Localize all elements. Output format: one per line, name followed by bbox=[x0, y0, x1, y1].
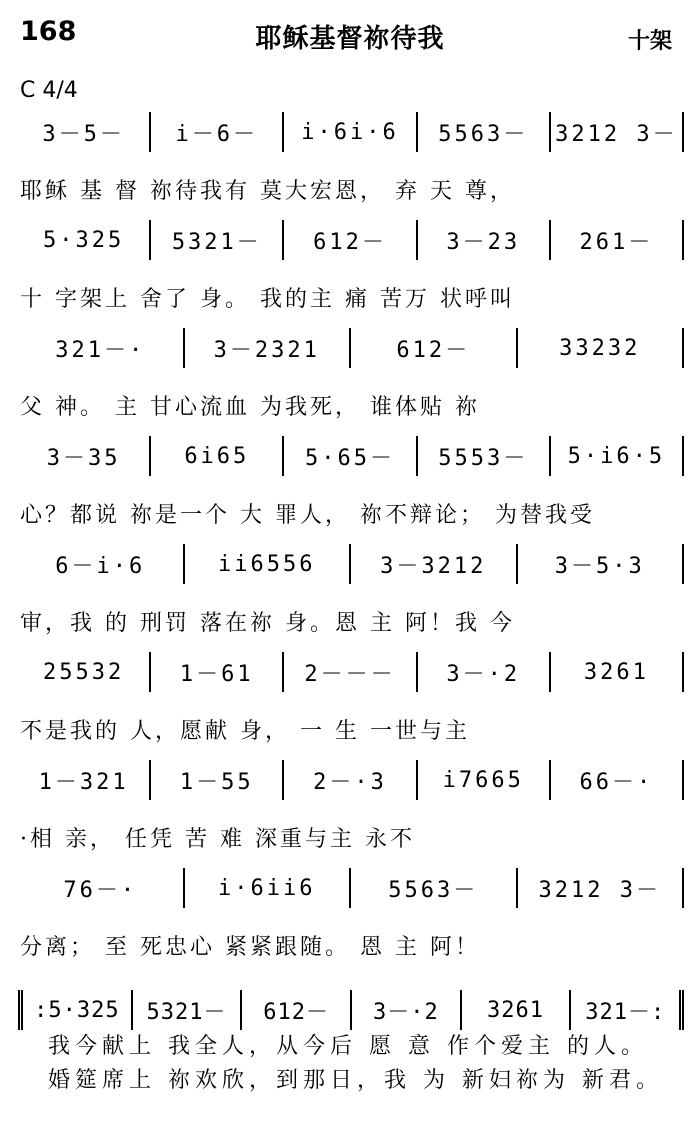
measure-row bbox=[18, 112, 684, 152]
measure bbox=[350, 990, 460, 1030]
measure bbox=[23, 990, 131, 1030]
measure bbox=[549, 220, 682, 260]
measure-notes: 3－·2 bbox=[446, 661, 521, 687]
measure bbox=[149, 760, 282, 800]
music-system bbox=[18, 652, 684, 748]
lyrics-line: 耶稣 基 督 祢待我有 莫大宏恩， 弃 天 尊， bbox=[20, 179, 515, 204]
measure-notes: 6i65 bbox=[184, 443, 250, 469]
measure bbox=[131, 990, 241, 1030]
measure bbox=[349, 544, 516, 584]
measure bbox=[282, 760, 415, 800]
measure-notes: 33232 bbox=[559, 335, 641, 361]
music-system bbox=[18, 544, 684, 640]
hymn-title: 耶稣基督祢待我 bbox=[255, 24, 445, 54]
measure bbox=[18, 328, 183, 368]
measure-notes: 5·65－ bbox=[305, 445, 395, 471]
measure bbox=[18, 544, 183, 584]
measure-notes: i·6ii6 bbox=[218, 875, 316, 901]
measure-notes: 2－·3 bbox=[313, 769, 387, 795]
measure-notes: 5·i6·5 bbox=[567, 443, 666, 469]
measure bbox=[569, 990, 679, 1030]
repeat-measures bbox=[18, 990, 684, 1030]
measure-notes: 5321－ bbox=[146, 999, 227, 1025]
measure-notes: 3－5·3 bbox=[554, 553, 645, 579]
measure-notes: 321－· bbox=[55, 337, 146, 363]
measure bbox=[18, 652, 149, 692]
lyrics-line: 分离； 至 死忠心 紧紧跟随。 恩 主 阿！ bbox=[20, 935, 480, 960]
measure-notes: 3－·2 bbox=[372, 999, 439, 1025]
measure-notes: 3261 bbox=[487, 997, 545, 1023]
measure-notes: 1－321 bbox=[38, 769, 129, 795]
measure bbox=[240, 990, 350, 1030]
measure-row bbox=[18, 544, 684, 584]
measure bbox=[516, 868, 683, 908]
music-system bbox=[18, 220, 684, 316]
measure-notes: 3－5－ bbox=[42, 121, 125, 147]
measure-row bbox=[18, 652, 684, 692]
measure-notes: i－6－ bbox=[175, 121, 259, 147]
music-system bbox=[18, 328, 684, 424]
measure bbox=[460, 990, 570, 1030]
measure-row bbox=[18, 436, 684, 476]
measure bbox=[149, 220, 282, 260]
measure bbox=[149, 436, 282, 476]
measure-notes: 3－3212 bbox=[380, 553, 487, 579]
measure-row bbox=[18, 328, 684, 368]
measure-notes: 66－· bbox=[579, 769, 654, 795]
measure-notes: i·6i·6 bbox=[301, 119, 399, 145]
measure bbox=[282, 112, 415, 152]
measure-notes: ii6556 bbox=[218, 551, 316, 577]
lyrics-line: 不是我的 人，愿献 身， 一 生 一世与主 bbox=[20, 719, 470, 744]
measure bbox=[349, 328, 516, 368]
measure bbox=[516, 544, 683, 584]
measure bbox=[549, 760, 682, 800]
measure bbox=[18, 760, 149, 800]
measure bbox=[416, 760, 549, 800]
measure bbox=[516, 328, 683, 368]
measure bbox=[282, 436, 415, 476]
lyrics-line: 父 神。 主 甘心流血 为我死， 谁体贴 祢 bbox=[20, 395, 480, 420]
verse-2-lyrics: 婚筵席上 祢欢欣，到那日，我 为 新妇祢为 新君。 bbox=[48, 1068, 663, 1093]
measure-notes: 2－－－ bbox=[304, 661, 396, 687]
measure bbox=[18, 220, 149, 260]
measure-notes: 321－: bbox=[585, 999, 666, 1025]
measure bbox=[282, 220, 415, 260]
measure-notes: :5·325 bbox=[34, 997, 120, 1023]
measure-notes: 5553－ bbox=[438, 445, 529, 471]
measure-notes: 3212 3－ bbox=[555, 121, 678, 147]
verse-1-lyrics: 我今献上 我全人，从今后 愿 意 作个爱主 的人。 bbox=[48, 1034, 648, 1059]
measure-notes: 612－ bbox=[396, 337, 471, 363]
measure-notes: 612－ bbox=[313, 229, 387, 255]
measure bbox=[149, 112, 282, 152]
measure-notes: 261－ bbox=[579, 229, 654, 255]
measure-notes: 6－i·6 bbox=[55, 553, 146, 579]
measure bbox=[183, 544, 350, 584]
measure-notes: 3－23 bbox=[446, 229, 521, 255]
measure bbox=[416, 112, 549, 152]
measure-row bbox=[18, 760, 684, 800]
music-system bbox=[18, 868, 684, 964]
hymn-number: 168 bbox=[20, 16, 77, 47]
measure-notes: 5563－ bbox=[438, 121, 529, 147]
measure-notes: 3－2321 bbox=[213, 337, 320, 363]
music-system bbox=[18, 436, 684, 532]
lyrics-line: 十 字架上 舍了 身。 我的主 痛 苦万 状呼叫 bbox=[20, 287, 515, 312]
measure-notes: 3261 bbox=[583, 659, 649, 685]
measure-notes: i7665 bbox=[442, 767, 524, 793]
measure bbox=[282, 652, 415, 692]
measure bbox=[18, 112, 149, 152]
measure-notes: 5321－ bbox=[171, 229, 262, 255]
repeat-system bbox=[18, 990, 684, 1098]
lyrics-line: 审，我 的 刑罚 落在祢 身。恩 主 阿！我 今 bbox=[20, 611, 515, 636]
measure bbox=[149, 652, 282, 692]
measure bbox=[416, 220, 549, 260]
measure bbox=[349, 868, 516, 908]
measure-notes: 3－35 bbox=[46, 445, 121, 471]
measure bbox=[18, 868, 183, 908]
measure bbox=[416, 652, 549, 692]
measure bbox=[183, 868, 350, 908]
measure-notes: 1－55 bbox=[179, 769, 254, 795]
lyrics-line: ·相 亲， 任凭 苦 难 深重与主 永不 bbox=[20, 827, 415, 852]
measure bbox=[549, 652, 682, 692]
measure-notes: 5·325 bbox=[42, 227, 125, 253]
measure bbox=[549, 112, 682, 152]
key-meter: C 4/4 bbox=[20, 78, 78, 103]
measure bbox=[416, 436, 549, 476]
measure-row bbox=[18, 220, 684, 260]
measure-notes: 612－ bbox=[263, 999, 330, 1025]
measure-notes: 3212 3－ bbox=[538, 877, 661, 903]
measure-row bbox=[18, 868, 684, 908]
lyrics-line: 心？都说 祢是一个 大 罪人， 祢不辩论； 为替我受 bbox=[20, 503, 595, 528]
measure bbox=[549, 436, 682, 476]
measure-notes: 1－61 bbox=[179, 661, 254, 687]
measure-notes: 25532 bbox=[42, 659, 125, 685]
section-label: 十架 bbox=[627, 29, 672, 54]
music-system bbox=[18, 112, 684, 208]
measure-notes: 76－· bbox=[63, 877, 138, 903]
measure-notes: 5563－ bbox=[388, 877, 479, 903]
measure bbox=[183, 328, 350, 368]
measure bbox=[18, 436, 149, 476]
music-system bbox=[18, 760, 684, 856]
